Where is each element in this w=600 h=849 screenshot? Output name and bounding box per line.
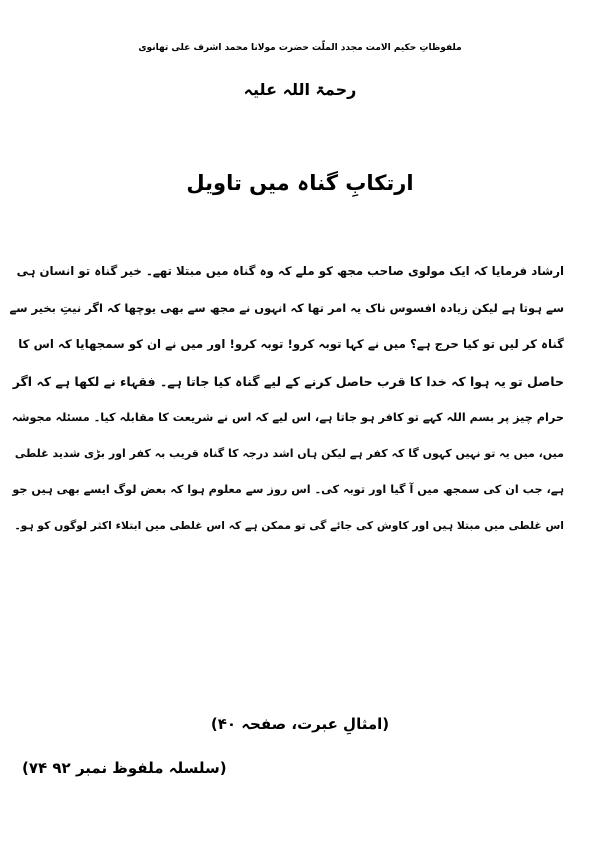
page-title: ملفوظاتِ حکیم الامت مجدد الملّت حضرت مولانا محمد اشرف علی تھانوی bbox=[138, 43, 462, 53]
body-line: میں، میں یہ تو نہیں کہوں گا کہ کفر ہے لیکن ہاں اشد درجہ کا گناہ قریب بہ کفر اور بڑی شدید غلطی bbox=[14, 447, 564, 461]
document-header bbox=[22, 42, 578, 102]
document-footer bbox=[22, 715, 578, 849]
body-line: گناہ کر لیں تو کیا حرج ہے؟ میں نے کہا توبہ کرو! توبہ کرو! اور میں نے ان کو سمجھایا کہ اس کا bbox=[18, 337, 564, 352]
body-line: سے ہوتا ہے لیکن زیادہ افسوس ناک یہ امر تھا کہ انہوں نے مجھ سے بھی یوچھا کہ اگر نیتِ بخیر سے bbox=[9, 300, 564, 315]
body-line: اس غلطی میں مبتلا ہیں اور کاوش کی جائے گی تو ممکن ہے کہ اس غلطی میں ابتلاء اکثر لوگوں کو ہو۔ bbox=[14, 518, 564, 532]
body-line: ارشاد فرمایا کہ ایک مولوی صاحب مجھ کو ملے کہ وہ گناہ میں مبتلا تھے۔ خیر گناہ تو انسان ہی bbox=[16, 264, 564, 279]
citation-source: (امثالِ عبرت، صفحہ ۴۰) bbox=[210, 715, 390, 733]
author-honorific: رحمۃ اللہ علیہ bbox=[243, 79, 357, 99]
body-text bbox=[9, 251, 578, 552]
body-line: حرام چیز پر بسم اللہ کہے تو کافر ہو جاتا ہے، اس لیے کہ اس نے شریعت کا مقابلہ کیا۔ مسئلہ مجوشہ bbox=[11, 411, 564, 425]
body-line: ہے، جب ان کی سمجھ میں آ گیا اور توبہ کی۔ اس روز سے معلوم ہوا کہ بعض لوگ ایسے بھی ہیں جو bbox=[12, 482, 564, 496]
citation-malfuz-number: (سلسلہ ملفوظ نمبر ۹۲ ۷۴) bbox=[22, 759, 227, 777]
section-heading: ارتکابِ گناہ میں تاویل bbox=[186, 170, 414, 195]
body-line: حاصل تو یہ ہوا کہ خدا کا قرب حاصل کرنے کے لیے گناہ کیا جاتا ہے۔ فقہاء نے لکھا ہے کہ اگر bbox=[12, 373, 564, 389]
